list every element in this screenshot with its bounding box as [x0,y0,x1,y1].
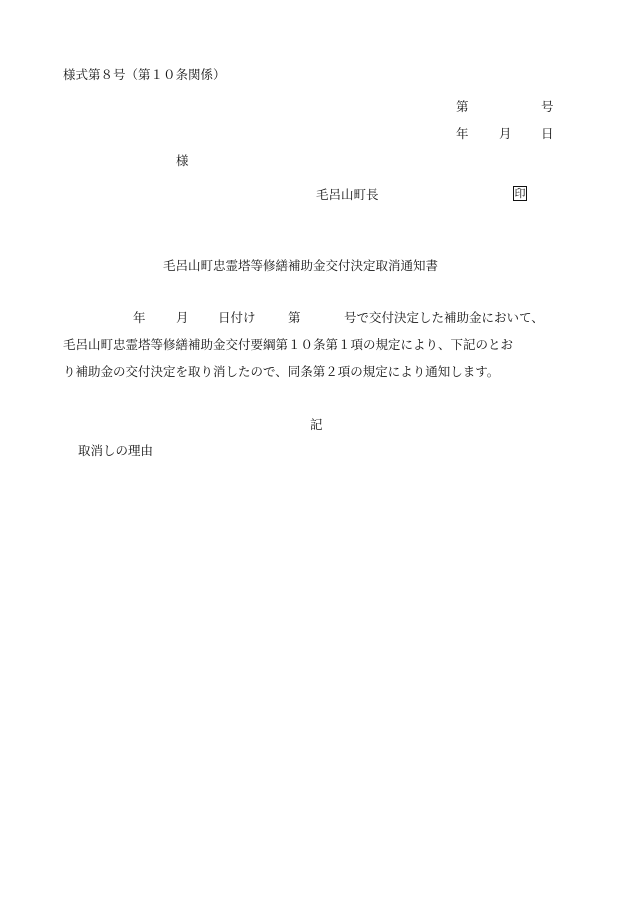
issuer-name: 毛呂山町長 [316,187,379,202]
body-number-suffix: 号で交付決定した補助金において、 [344,310,544,325]
form-number: 様式第８号（第１０条関係） [63,67,226,82]
body-day: 日付け [218,310,256,325]
doc-number-suffix: 号 [541,99,554,114]
document-title: 毛呂山町忠霊塔等修繕補助金交付決定取消通知書 [163,258,439,273]
date-day-label: 日 [541,126,554,141]
seal-stamp: 印 [514,187,526,200]
reason-label: 取消しの理由 [78,443,154,458]
body-year: 年 [133,310,146,325]
addressee-honorific: 様 [176,153,189,168]
ki-heading: 記 [310,417,323,432]
body-number-prefix: 第 [288,310,301,325]
doc-number-prefix: 第 [456,99,469,114]
body-line-2: 毛呂山町忠霊塔等修繕補助金交付要綱第１０条第１項の規定により、下記のとお [63,337,514,352]
body-month: 月 [176,310,189,325]
date-year-label: 年 [456,126,469,141]
body-line-3: り補助金の交付決定を取り消したので、同条第２項の規定により通知します。 [63,364,500,379]
date-month-label: 月 [499,126,512,141]
